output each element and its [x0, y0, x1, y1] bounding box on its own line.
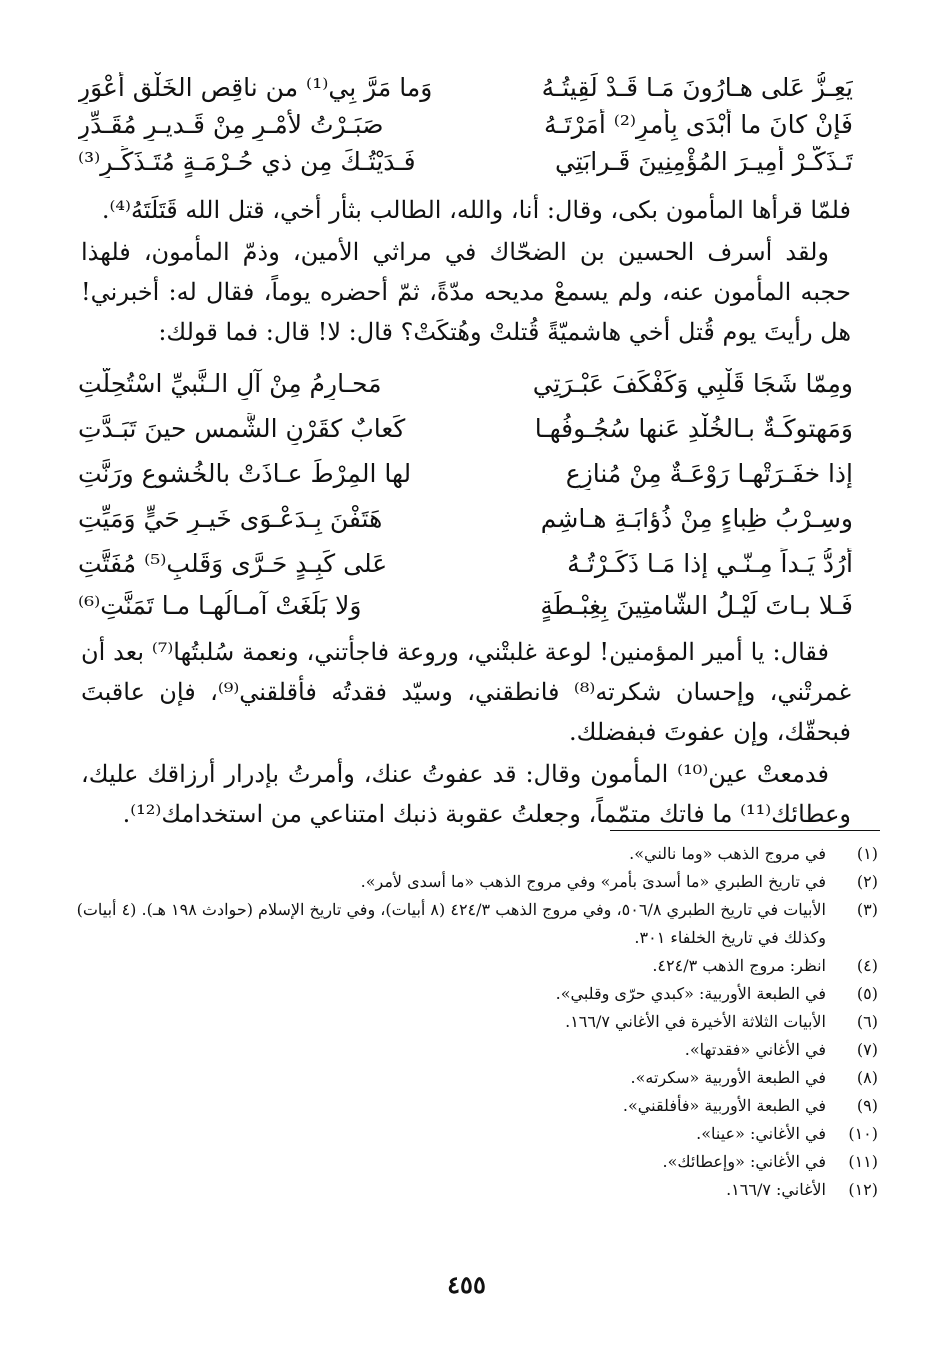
footnote: [58, 952, 878, 980]
verse-line: [78, 413, 853, 445]
verse-first-hemistich: فَـلا بـاتَ لَيْـلُ الشّامتِينَ بِغِبْـطَةٍ: [540, 591, 853, 620]
footnote-text: انظر: مروج الذهب ٤٢٤/٣.: [652, 956, 826, 975]
footnote-text: الأبيات الثلاثة الأخيرة في الأغاني ١٦٦/٧.: [565, 1012, 826, 1031]
page-number: ٤٥٥: [447, 1270, 486, 1299]
footnote: [58, 896, 878, 952]
footnote-text: في الطبعة الأوربية «فأفلقني».: [622, 1096, 826, 1115]
paragraph-block: [81, 190, 851, 352]
footnote: [58, 840, 878, 868]
footnote-number: (٩): [856, 1096, 878, 1115]
verse-line: [78, 548, 853, 580]
footnote-text: في الأغاني: «عينا».: [696, 1124, 826, 1143]
footnote-number: (٤): [856, 956, 878, 975]
verse-second-hemistich: مَحـارِمُ مِنْ آلِ الـنَّبيِّ اسْتُحِلَّتِ: [78, 369, 382, 398]
footnote-number: (٣): [856, 900, 878, 919]
verse-first-hemistich: ومِمّا شَجَا قَلْبِي وَكَفْكَفَ عَبْـرَتِي: [532, 369, 853, 398]
footnote: [58, 1120, 878, 1148]
footnote: [58, 1008, 878, 1036]
paragraph-block: [81, 632, 851, 834]
verse-first-hemistich: يَعِـزُّ عَلى هـارُونَ مَـا قَـدْ لَقِيتُـهُ: [541, 73, 853, 102]
verse-line: [78, 368, 853, 400]
verse-first-hemistich: فَإنْ كانَ ما أَبْدَى بِأَمرٍ⁽²⁾ أَمَرْتَـهُ: [543, 110, 853, 139]
footnote-number: (١٢): [848, 1180, 878, 1199]
footnote-number: (١٠): [848, 1124, 878, 1143]
footnote-number: (٥): [856, 984, 878, 1003]
verse-line: [78, 503, 853, 535]
footnote-separator: [610, 830, 880, 831]
verse-first-hemistich: أَرُدُّ يَـداً مِـنّـي إذا مَـا ذَكَـرْتُـهُ: [567, 549, 853, 578]
footnote-number: (٦): [856, 1012, 878, 1031]
verse-first-hemistich: تَـذَكَّـرْ أَمِيـرَ المُؤْمِنِينَ قَـرابَتِي: [554, 147, 853, 176]
verse-first-hemistich: إذا خفَـرَتْهـا رَوْعَـةٌ مِنْ مُنازِعٍ: [565, 459, 853, 488]
verse-line: [78, 458, 853, 490]
footnote-text: في الأغاني: «وإعطائك».: [662, 1152, 826, 1171]
footnote-number: (٨): [856, 1068, 878, 1087]
footnote-number: (١): [856, 844, 878, 863]
verse-second-hemistich: عَلى كَبِـدٍ حَـرَّى وَقَلبٍ⁽⁵⁾ مُفَتَّتِ: [78, 549, 388, 578]
footnote-text: الأبيات في تاريخ الطبري ٥٠٦/٨، وفي مروج الذهب ٤٢٤/٣ (٨ أبيات)، وفي تاريخ الإسلام (حوادث ١٩٨ هـ). (٤ أبيات) وكذلك في تاريخ الخلفاء ٣٠١.: [76, 900, 826, 947]
footnote: [58, 1176, 878, 1204]
verse-second-hemistich: وَلا بَلَغَتْ آمـالُهـا مـا تَمَنَّتِ⁽⁶⁾: [78, 591, 362, 620]
verse-line: [78, 72, 853, 104]
paragraph: فلمّا قرأها المأمون بكى، وقال: أنا، والله، الطالب بثأر أخي، قتل الله قَتَلَتَهُ⁽⁴⁾.: [101, 196, 851, 224]
footnote-text: في مروج الذهب «وما نالني».: [629, 844, 826, 863]
footnote: [58, 868, 878, 896]
footnote-text: في الطبعة الأوربية «سكرته».: [630, 1068, 826, 1087]
footnote-number: (٧): [856, 1040, 878, 1059]
verse-second-hemistich: لها المِرْطَ عـاذَتْ بالخُشوعِ ورَنَّتِ: [78, 459, 412, 488]
footnote-number: (٢): [856, 872, 878, 891]
verse-second-hemistich: صَبَـرْتُ لأَمْـرٍ مِنْ قَـديـرٍ مُقَـدِّرِ: [78, 110, 384, 139]
paragraph: فقال: يا أمير المؤمنين! لوعة غلبتْني، وروعة فاجأتني، ونعمة سُلبتُها⁽⁷⁾ بعد أن غمرتْني، وإحسان شكرته⁽⁸⁾ فانطقني، وسيّد فقدتُه فأقلقني⁽⁹⁾، فإن عاقبتَ فبحقّك، وإن عفوتَ فبفضلك.: [81, 638, 851, 746]
paragraph: فدمعتْ عين⁽¹⁰⁾ المأمون وقال: قد عفوتُ عنك، وأمرتُ بإدرار أرزاقك عليك، وعطائك⁽¹¹⁾ ما فاتك متمّماً، وجعلتُ عقوبة ذنبك امتناعي من استخدامك⁽¹²⁾.: [81, 760, 851, 828]
footnote-number: (١١): [848, 1152, 878, 1171]
footnote-text: في الطبعة الأوربية: «كبدي حرّى وقلبي».: [555, 984, 826, 1003]
verse-first-hemistich: وسِـرْبُ ظِباءٍ مِنْ ذُؤابَـةِ هـاشِمٍ: [540, 504, 853, 533]
footnote: [58, 1064, 878, 1092]
footnote-text: الأغاني: ١٦٦/٧.: [726, 1180, 826, 1199]
verse-first-hemistich: وَمَهتوكَـةٌ بـالخُلْدِ عَنها سُجُـوفُهـا: [534, 414, 853, 443]
verse-line: [78, 590, 853, 622]
verse-line: [78, 109, 853, 141]
footnote: [58, 1092, 878, 1120]
footnotes: [58, 840, 878, 1204]
footnote-text: في الأغاني «فقدتها».: [684, 1040, 826, 1059]
footnote: [58, 1148, 878, 1176]
verse-second-hemistich: هَتَفْنَ بِـدَعْـوَى خَيـرِ حَيٍّ وَمَيِّتِ: [78, 504, 383, 533]
verse-second-hemistich: فَـدَيْتُـكَ مِن ذي حُـرْمَـةٍ مُتَـذَكِّـرِ⁽³⁾: [78, 147, 416, 176]
verse-second-hemistich: كَعابٌ كقَرْنِ الشَّمسِ حينَ تَبَـدَّتِ: [78, 414, 406, 443]
verse-second-hemistich: وَما مَرَّ بِي⁽¹⁾ من ناقِصِ الخَلْقِ أَعْوَرِ: [78, 73, 433, 102]
footnote: [58, 1036, 878, 1064]
footnote-text: في تاريخ الطبري «ما أسدىَ بأمر» وفي مروج الذهب «ما أسدى لأمر».: [360, 872, 826, 891]
verse-line: [78, 146, 853, 178]
paragraph: ولقد أسرف الحسين بن الضحّاك في مراثي الأمين، وذمّ المأمون، فلهذا حجبه المأمون عنه، ولم يسمعْ مديحه مدّةً، ثمّ أحضره يوماً، فقال له: أخبرني! هل رأيتَ يوم قُتل أخي هاشميّةً قُتلتْ وهُتكَتْ؟ قال: لا! قال: فما قولك:: [81, 238, 851, 346]
footnote: [58, 980, 878, 1008]
